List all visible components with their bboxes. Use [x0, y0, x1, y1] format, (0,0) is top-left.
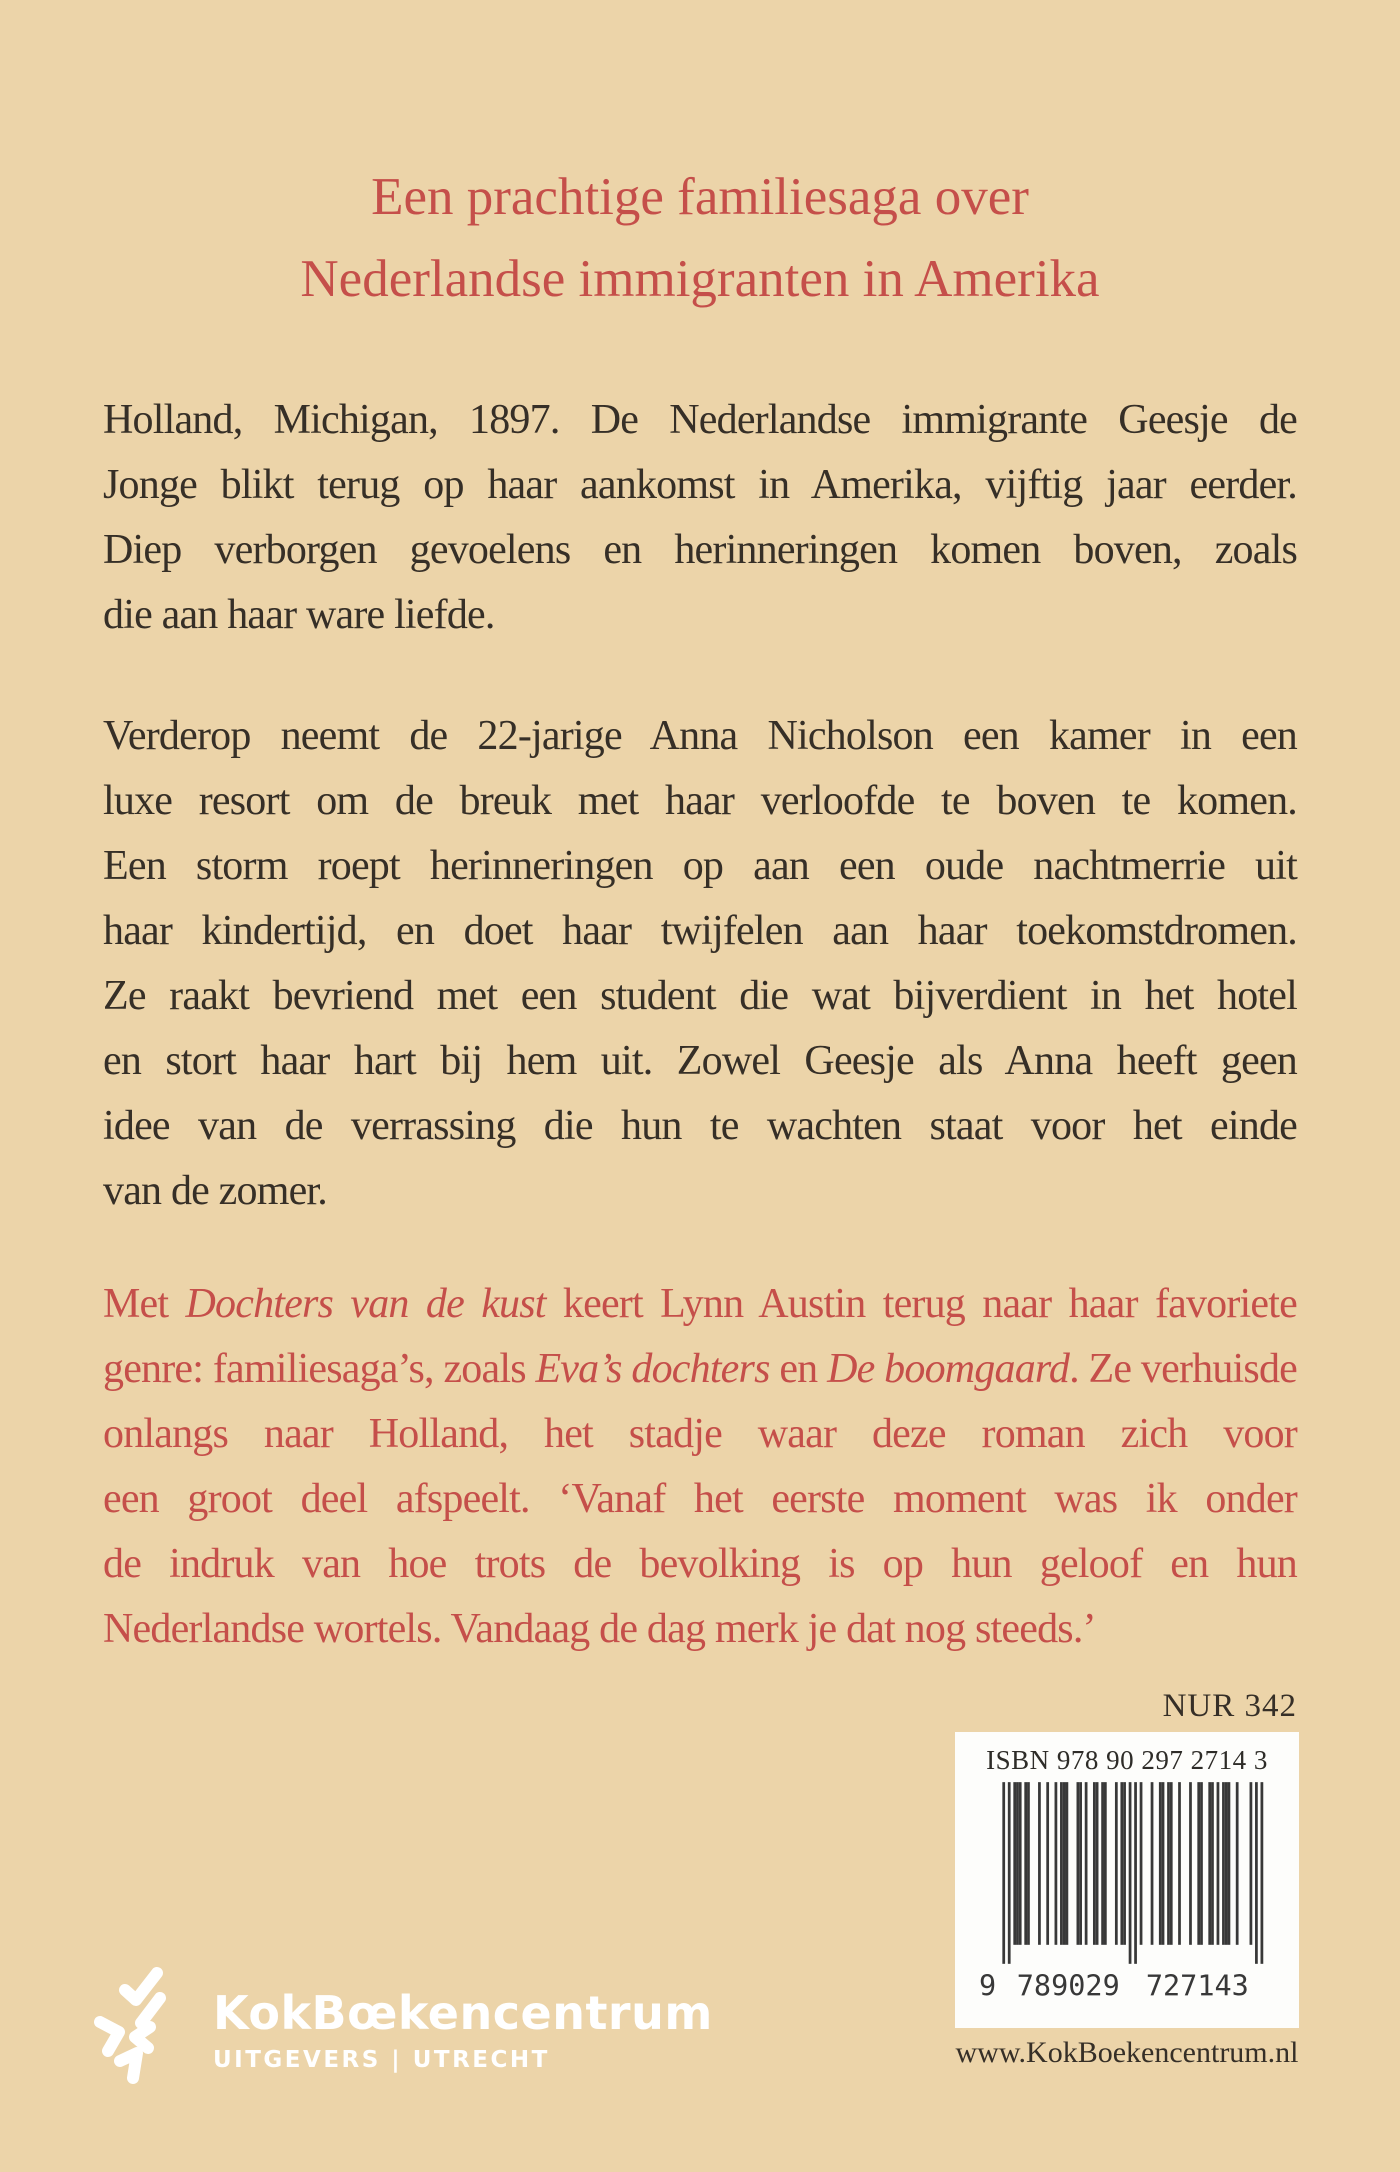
nur-code: NUR 342	[1162, 1688, 1297, 1724]
publisher-name: KokBœkencentrum	[213, 1986, 713, 2040]
text-line: Een storm roept herinneringen op aan een oude nachtmerrie uit	[103, 843, 1297, 889]
tagline-line: Nederlandse immigranten in Amerika	[300, 250, 1100, 308]
text-line: luxe resort om de breuk met haar verloofde te boven te komen.	[103, 778, 1297, 824]
text-line: haar kindertijd, en doet haar twijfelen aan haar toekomstdromen.	[103, 908, 1297, 954]
publisher-wordmark	[213, 1964, 713, 2073]
cover-tagline	[0, 156, 1400, 320]
tagline-line: Een prachtige familiesaga over	[371, 168, 1029, 226]
text-line: van de zomer.	[103, 1168, 328, 1214]
text-line: Diep verborgen gevoelens en herinneringen komen boven, zoals	[103, 527, 1297, 573]
text-line: Jonge blikt terug op haar aankomst in Amerika, vijftig jaar eerder.	[103, 462, 1297, 508]
text-line: onlangs naar Holland, het stadje waar deze roman zich voor	[103, 1411, 1297, 1457]
paragraph	[103, 388, 1297, 648]
publisher-logo	[93, 1964, 713, 2094]
text-line: Nederlandse wortels. Vandaag de dag merk je dat nog steeds.’	[103, 1606, 1096, 1652]
text-line: Ze raakt bevriend met een student die wat bijverdient in het hotel	[103, 973, 1297, 1019]
paragraph	[103, 704, 1297, 1224]
barcode-digits: 9	[978, 1969, 997, 2003]
paragraph	[103, 1272, 1297, 1662]
text-line: die aan haar ware liefde.	[103, 592, 495, 638]
publisher-tagline: UITGEVERS | UTRECHT	[213, 2047, 550, 2073]
text-line: Holland, Michigan, 1897. De Nederlandse immigrante Geesje de	[103, 397, 1297, 443]
text-line: een groot deel afspeelt. ‘Vanaf het eerste moment was ik onder	[103, 1476, 1297, 1522]
publisher-mark-icon	[93, 1964, 173, 2094]
text-line: de indruk van hoe trots de bevolking is op hun geloof en hun	[103, 1541, 1297, 1587]
barcode-digits: 789029	[1016, 1969, 1120, 2003]
publisher-website: www.KokBoekencentrum.nl	[955, 2036, 1299, 2069]
ean13-barcode	[977, 1780, 1277, 2004]
text-line: en stort haar hart bij hem uit. Zowel Geesje als Anna heeft geen	[103, 1038, 1297, 1084]
text-line: genre: familiesaga’s, zoals Eva’s dochters en De boomgaard. Ze verhuisde	[103, 1346, 1297, 1392]
isbn-barcode-panel	[955, 1732, 1299, 2028]
isbn-number: ISBN 978 90 297 2714 3	[986, 1745, 1268, 1775]
text-line: Verderop neemt de 22-jarige Anna Nicholson een kamer in een	[103, 713, 1297, 759]
text-line: idee van de verrassing die hun te wachten staat voor het einde	[103, 1103, 1297, 1149]
barcode-digits: 727143	[1145, 1969, 1249, 2003]
text-line: Met Dochters van de kust keert Lynn Austin terug naar haar favoriete	[103, 1281, 1297, 1327]
